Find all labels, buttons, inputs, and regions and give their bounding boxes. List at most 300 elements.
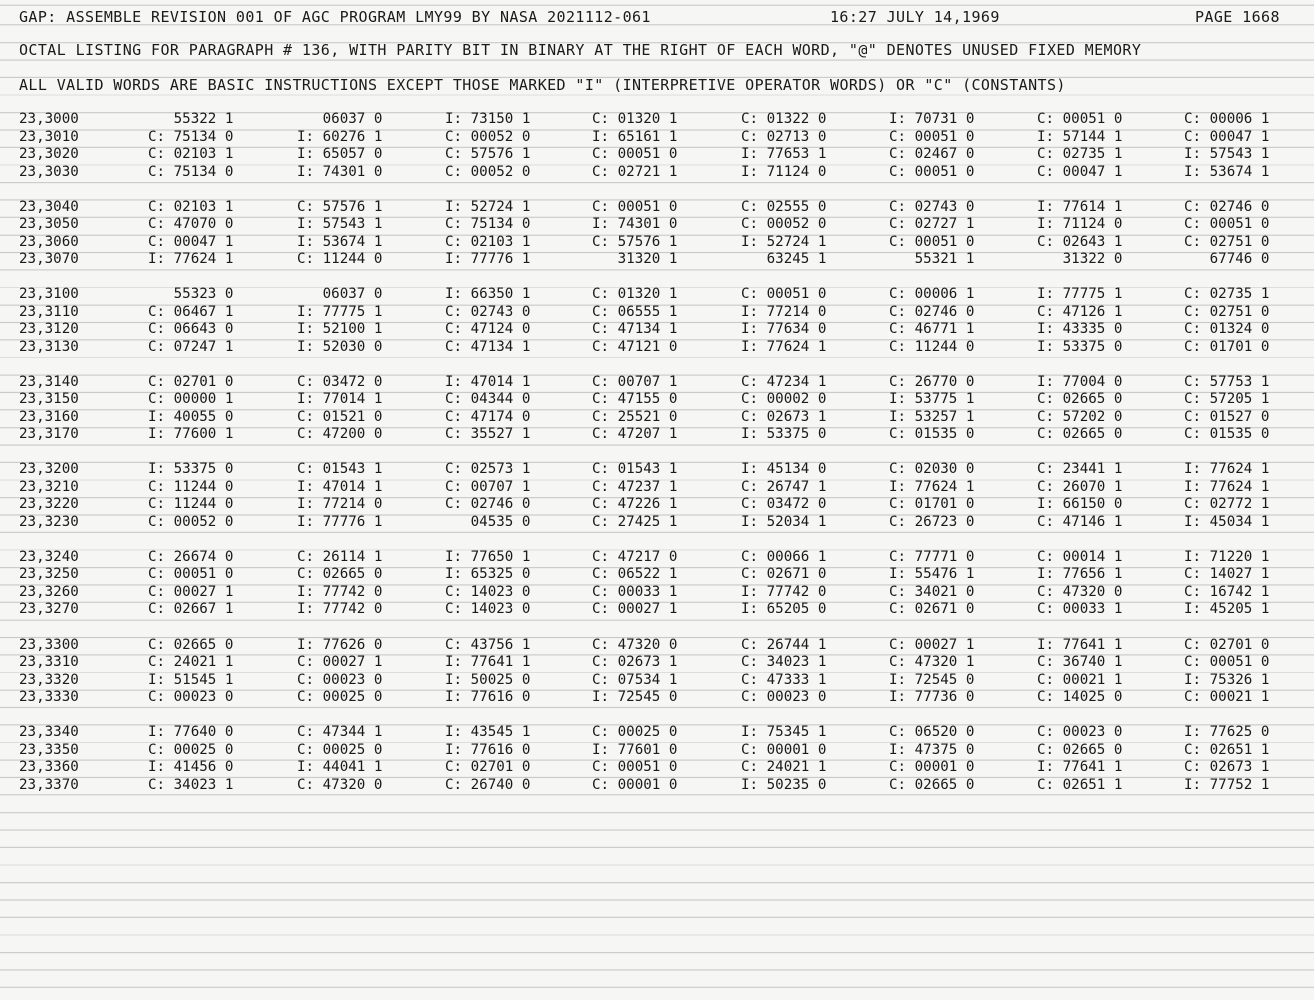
- octal-word: I: 77624 1: [1184, 461, 1270, 478]
- listing-row: [0, 584, 1314, 602]
- octal-word: C: 00033 1: [1037, 601, 1123, 618]
- octal-word: C: 00066 1: [741, 548, 827, 565]
- octal-word: I: 60276 1: [297, 128, 383, 145]
- octal-word: C: 02673 1: [592, 654, 678, 671]
- octal-word: C: 00047 1: [148, 233, 234, 250]
- octal-word: I: 72545 0: [592, 689, 678, 706]
- octal-word: C: 03472 0: [741, 496, 827, 513]
- address: 23,3350: [19, 741, 79, 758]
- listing-row: [0, 409, 1314, 427]
- octal-word: C: 06520 0: [889, 724, 975, 741]
- octal-word: I: 77641 1: [1037, 759, 1123, 776]
- octal-word: C: 26674 0: [148, 548, 234, 565]
- octal-word: C: 06522 1: [592, 566, 678, 583]
- octal-word: C: 24021 1: [148, 654, 234, 671]
- octal-word: I: 53674 1: [297, 233, 383, 250]
- octal-word: C: 02673 1: [1184, 759, 1270, 776]
- octal-word: C: 00052 0: [445, 128, 531, 145]
- octal-word: 55322 1: [148, 111, 234, 127]
- octal-word: I: 77214 0: [297, 496, 383, 513]
- octal-word: C: 02701 0: [445, 759, 531, 776]
- octal-word: I: 77634 0: [741, 321, 827, 338]
- octal-word: C: 02103 1: [148, 146, 234, 162]
- octal-word: C: 00051 0: [889, 128, 975, 145]
- octal-word: C: 02743 0: [889, 198, 975, 215]
- octal-word: C: 00707 1: [445, 478, 531, 495]
- octal-word: C: 47320 0: [592, 636, 678, 653]
- octal-word: C: 00025 0: [148, 741, 234, 758]
- octal-word: C: 01535 0: [889, 426, 975, 443]
- octal-word: I: 52030 0: [297, 338, 383, 355]
- octal-word: C: 57576 1: [592, 233, 678, 250]
- octal-word: C: 02671 0: [889, 601, 975, 618]
- octal-word: C: 16742 1: [1184, 583, 1270, 600]
- octal-word: I: 71124 0: [741, 163, 827, 180]
- listing-row: [0, 496, 1314, 514]
- listing-row: [0, 216, 1314, 234]
- octal-word: C: 02667 1: [148, 601, 234, 618]
- address: 23,3220: [19, 496, 79, 513]
- octal-word: C: 02643 1: [1037, 233, 1123, 250]
- octal-word: 31322 0: [1037, 251, 1123, 268]
- listing-row: [0, 391, 1314, 409]
- octal-word: C: 02735 1: [1037, 146, 1123, 162]
- octal-word: C: 47344 1: [297, 724, 383, 741]
- octal-word: C: 00006 1: [889, 286, 975, 303]
- listing-row: [0, 146, 1314, 164]
- octal-word: C: 11244 0: [148, 478, 234, 495]
- octal-word: C: 02721 1: [592, 163, 678, 180]
- octal-word: I: 77616 0: [445, 741, 531, 758]
- address: 23,3270: [19, 601, 79, 618]
- address: 23,3340: [19, 724, 79, 741]
- octal-word: C: 11244 0: [889, 338, 975, 355]
- octal-word: I: 77624 1: [741, 338, 827, 355]
- listing-row: [0, 672, 1314, 690]
- listing-block: [0, 286, 1314, 356]
- listing-row: [0, 111, 1314, 129]
- octal-word: C: 01543 1: [297, 461, 383, 478]
- octal-word: C: 02746 0: [889, 303, 975, 320]
- octal-word: I: 57543 1: [1184, 146, 1270, 162]
- address: 23,3300: [19, 636, 79, 653]
- octal-word: I: 55476 1: [889, 566, 975, 583]
- octal-word: C: 01701 0: [1184, 338, 1270, 355]
- address: 23,3320: [19, 671, 79, 688]
- octal-word: C: 47333 1: [741, 671, 827, 688]
- octal-word: C: 00052 0: [148, 513, 234, 530]
- octal-word: I: 77014 1: [297, 391, 383, 408]
- listing-row: [0, 304, 1314, 322]
- octal-word: C: 26744 1: [741, 636, 827, 653]
- octal-word: I: 52724 1: [445, 198, 531, 215]
- octal-word: C: 57576 1: [445, 146, 531, 162]
- octal-word: C: 47174 0: [445, 408, 531, 425]
- octal-word: C: 02727 1: [889, 216, 975, 233]
- octal-word: 04535 0: [445, 513, 531, 530]
- octal-word: C: 00027 1: [297, 654, 383, 671]
- octal-word: I: 77650 1: [445, 548, 531, 565]
- listing-row: [0, 129, 1314, 147]
- octal-word: C: 02665 0: [1037, 426, 1123, 443]
- octal-word: C: 14027 1: [1184, 566, 1270, 583]
- listing-row: [0, 461, 1314, 479]
- octal-word: I: 77624 1: [148, 251, 234, 268]
- listing-block: [0, 637, 1314, 707]
- octal-word: I: 71220 1: [1184, 548, 1270, 565]
- octal-word: C: 00025 0: [297, 741, 383, 758]
- address: 23,3020: [19, 146, 79, 162]
- octal-word: C: 02673 1: [741, 408, 827, 425]
- octal-word: C: 04344 0: [445, 391, 531, 408]
- octal-word: C: 75134 0: [148, 128, 234, 145]
- octal-word: C: 00051 0: [1184, 654, 1270, 671]
- octal-word: C: 00002 0: [741, 391, 827, 408]
- octal-word: C: 01320 1: [592, 286, 678, 303]
- octal-word: C: 02772 1: [1184, 496, 1270, 513]
- octal-word: C: 02701 0: [1184, 636, 1270, 653]
- header-line-1: [0, 4, 1314, 30]
- header-line-2: [0, 37, 1314, 63]
- octal-word: C: 00051 0: [148, 566, 234, 583]
- octal-word: C: 00707 1: [592, 373, 678, 390]
- octal-word: I: 77004 0: [1037, 373, 1123, 390]
- octal-word: C: 47121 0: [592, 338, 678, 355]
- octal-word: I: 77214 0: [741, 303, 827, 320]
- octal-word: C: 26114 1: [297, 548, 383, 565]
- octal-word: C: 34021 0: [889, 583, 975, 600]
- octal-word: C: 02573 1: [445, 461, 531, 478]
- octal-word: C: 77771 0: [889, 548, 975, 565]
- address: 23,3370: [19, 776, 79, 793]
- octal-word: I: 45134 0: [741, 461, 827, 478]
- octal-word: C: 00052 0: [741, 216, 827, 233]
- octal-word: C: 02671 0: [741, 566, 827, 583]
- listing-row: [0, 637, 1314, 655]
- octal-word: I: 52100 1: [297, 321, 383, 338]
- octal-word: C: 07534 1: [592, 671, 678, 688]
- listing-row: [0, 654, 1314, 672]
- octal-word: I: 74301 0: [297, 163, 383, 180]
- address: 23,3050: [19, 216, 79, 233]
- octal-word: I: 77626 0: [297, 636, 383, 653]
- octal-word: C: 03472 0: [297, 373, 383, 390]
- octal-word: I: 53375 0: [741, 426, 827, 443]
- octal-word: C: 47320 0: [1037, 583, 1123, 600]
- octal-word: C: 06555 1: [592, 303, 678, 320]
- octal-word: I: 65161 1: [592, 128, 678, 145]
- octal-word: C: 02665 0: [889, 776, 975, 793]
- octal-word: I: 77625 0: [1184, 724, 1270, 741]
- octal-word: C: 43756 1: [445, 636, 531, 653]
- octal-word: C: 00021 1: [1037, 671, 1123, 688]
- octal-word: I: 77776 1: [445, 251, 531, 268]
- octal-word: C: 02030 0: [889, 461, 975, 478]
- octal-word: C: 00047 1: [1037, 163, 1123, 180]
- octal-word: C: 47070 0: [148, 216, 234, 233]
- octal-word: C: 75134 0: [148, 163, 234, 180]
- octal-word: I: 77736 0: [889, 689, 975, 706]
- address: 23,3170: [19, 426, 79, 443]
- octal-word: C: 14023 0: [445, 601, 531, 618]
- octal-word: C: 47155 0: [592, 391, 678, 408]
- address: 23,3210: [19, 478, 79, 495]
- octal-word: C: 47126 1: [1037, 303, 1123, 320]
- listing-row: [0, 339, 1314, 357]
- octal-word: C: 00051 0: [741, 286, 827, 303]
- listing-row: [0, 742, 1314, 760]
- octal-word: I: 77653 1: [741, 146, 827, 162]
- octal-word: C: 11244 0: [148, 496, 234, 513]
- octal-word: I: 77614 1: [1037, 198, 1123, 215]
- octal-word: I: 57543 1: [297, 216, 383, 233]
- octal-word: C: 36740 1: [1037, 654, 1123, 671]
- listing-row: [0, 689, 1314, 707]
- address: 23,3060: [19, 233, 79, 250]
- octal-word: C: 02751 0: [1184, 303, 1270, 320]
- octal-word: I: 74301 0: [592, 216, 678, 233]
- listing-row: [0, 426, 1314, 444]
- octal-word: I: 52034 1: [741, 513, 827, 530]
- octal-word: C: 47234 1: [741, 373, 827, 390]
- octal-word: C: 00051 0: [889, 163, 975, 180]
- octal-word: C: 57753 1: [1184, 373, 1270, 390]
- address: 23,3140: [19, 373, 79, 390]
- octal-word: C: 02103 1: [445, 233, 531, 250]
- octal-word: I: 66350 1: [445, 286, 531, 303]
- address: 23,3030: [19, 163, 79, 180]
- octal-word: C: 01535 0: [1184, 426, 1270, 443]
- octal-word: C: 00021 1: [1184, 689, 1270, 706]
- octal-word: C: 25521 0: [592, 408, 678, 425]
- octal-word: I: 50235 0: [741, 776, 827, 793]
- octal-word: C: 35527 1: [445, 426, 531, 443]
- octal-word: C: 00001 0: [592, 776, 678, 793]
- octal-word: C: 00047 1: [1184, 128, 1270, 145]
- listing-block: [0, 199, 1314, 269]
- address: 23,3110: [19, 303, 79, 320]
- address: 23,3130: [19, 338, 79, 355]
- listing-block: [0, 374, 1314, 444]
- octal-word: I: 77640 0: [148, 724, 234, 741]
- octal-word: C: 06467 1: [148, 303, 234, 320]
- listing-row: [0, 164, 1314, 182]
- octal-word: I: 77641 1: [1037, 636, 1123, 653]
- octal-word: C: 00014 1: [1037, 548, 1123, 565]
- octal-word: I: 40055 0: [148, 408, 234, 425]
- octal-listing: [0, 111, 1314, 812]
- octal-word: C: 26070 1: [1037, 478, 1123, 495]
- octal-word: 31320 1: [592, 251, 678, 268]
- octal-word: C: 02555 0: [741, 198, 827, 215]
- address: 23,3150: [19, 391, 79, 408]
- octal-word: C: 00027 1: [889, 636, 975, 653]
- octal-word: C: 47207 1: [592, 426, 678, 443]
- octal-word: I: 77600 1: [148, 426, 234, 443]
- octal-word: C: 00023 0: [297, 671, 383, 688]
- octal-word: I: 77752 1: [1184, 776, 1270, 793]
- octal-word: I: 41456 0: [148, 759, 234, 776]
- address: 23,3330: [19, 689, 79, 706]
- listing-row: [0, 479, 1314, 497]
- octal-word: C: 00025 0: [297, 689, 383, 706]
- address: 23,3010: [19, 128, 79, 145]
- octal-word: C: 47134 1: [592, 321, 678, 338]
- octal-word: C: 01322 0: [741, 111, 827, 127]
- octal-word: I: 77601 0: [592, 741, 678, 758]
- octal-word: I: 57144 1: [1037, 128, 1123, 145]
- octal-word: C: 00025 0: [592, 724, 678, 741]
- octal-word: I: 65325 0: [445, 566, 531, 583]
- octal-word: C: 27425 1: [592, 513, 678, 530]
- listing-row: [0, 251, 1314, 269]
- listing-block: [0, 549, 1314, 619]
- octal-word: I: 65057 0: [297, 146, 383, 162]
- octal-word: I: 77742 0: [297, 601, 383, 618]
- octal-word: I: 47375 0: [889, 741, 975, 758]
- octal-word: I: 45034 1: [1184, 513, 1270, 530]
- octal-word: C: 46771 1: [889, 321, 975, 338]
- octal-word: I: 44041 1: [297, 759, 383, 776]
- octal-word: C: 26723 0: [889, 513, 975, 530]
- octal-word: C: 47226 1: [592, 496, 678, 513]
- octal-word: I: 77776 1: [297, 513, 383, 530]
- address: 23,3310: [19, 654, 79, 671]
- octal-word: I: 65205 0: [741, 601, 827, 618]
- octal-word: I: 77775 1: [297, 303, 383, 320]
- octal-word: I: 51545 1: [148, 671, 234, 688]
- octal-word: C: 02467 0: [889, 146, 975, 162]
- assembly-title: GAP: ASSEMBLE REVISION 001 OF AGC PROGRAM LMY99 BY NASA 2021112-061: [19, 8, 651, 26]
- octal-word: I: 70731 0: [889, 111, 975, 127]
- octal-word: I: 47014 1: [445, 373, 531, 390]
- octal-word: C: 02665 0: [1037, 391, 1123, 408]
- octal-word: C: 02665 0: [297, 566, 383, 583]
- octal-word: C: 14023 0: [445, 583, 531, 600]
- listing-row: [0, 759, 1314, 777]
- address: 23,3120: [19, 321, 79, 338]
- octal-word: 55323 0: [148, 286, 234, 303]
- octal-word: C: 00006 1: [1184, 111, 1270, 127]
- octal-word: C: 02713 0: [741, 128, 827, 145]
- octal-word: C: 47237 1: [592, 478, 678, 495]
- octal-word: C: 01543 1: [592, 461, 678, 478]
- octal-word: C: 00027 1: [148, 583, 234, 600]
- octal-word: C: 02651 1: [1184, 741, 1270, 758]
- octal-word: C: 26770 0: [889, 373, 975, 390]
- octal-word: C: 47124 0: [445, 321, 531, 338]
- octal-word: C: 57205 1: [1184, 391, 1270, 408]
- listing-description: OCTAL LISTING FOR PARAGRAPH # 136, WITH PARITY BIT IN BINARY AT THE RIGHT OF EACH WORD, "@" DENOTES UNUSED FIXED MEMORY: [19, 41, 1142, 59]
- octal-word: I: 53257 1: [889, 408, 975, 425]
- octal-word: 55321 1: [889, 251, 975, 268]
- octal-word: I: 45205 1: [1184, 601, 1270, 618]
- octal-word: 06037 0: [297, 111, 383, 127]
- octal-word: I: 53775 1: [889, 391, 975, 408]
- octal-word: C: 24021 1: [741, 759, 827, 776]
- listing-block: [0, 724, 1314, 794]
- octal-word: I: 75326 1: [1184, 671, 1270, 688]
- listing-row: [0, 777, 1314, 795]
- octal-word: I: 77624 1: [889, 478, 975, 495]
- octal-word: I: 50025 0: [445, 671, 531, 688]
- octal-word: C: 00051 0: [592, 198, 678, 215]
- header-line-3: [0, 72, 1314, 98]
- octal-word: C: 11244 0: [297, 251, 383, 268]
- listing-row: [0, 286, 1314, 304]
- octal-word: C: 06643 0: [148, 321, 234, 338]
- listing-row: [0, 724, 1314, 742]
- octal-word: C: 47146 1: [1037, 513, 1123, 530]
- octal-word: I: 77742 0: [741, 583, 827, 600]
- octal-word: C: 00027 1: [592, 601, 678, 618]
- octal-word: I: 66150 0: [1037, 496, 1123, 513]
- octal-word: I: 72545 0: [889, 671, 975, 688]
- octal-word: I: 53375 0: [148, 461, 234, 478]
- octal-word: I: 77624 1: [1184, 478, 1270, 495]
- octal-word: C: 02103 1: [148, 198, 234, 215]
- octal-word: C: 00023 0: [1037, 724, 1123, 741]
- octal-word: C: 02665 0: [1037, 741, 1123, 758]
- listing-row: [0, 549, 1314, 567]
- octal-word: C: 00051 0: [889, 233, 975, 250]
- octal-word: C: 34023 1: [148, 776, 234, 793]
- listing-block: [0, 461, 1314, 531]
- listing-row: [0, 234, 1314, 252]
- octal-word: C: 00051 0: [1184, 216, 1270, 233]
- octal-word: C: 47320 1: [889, 654, 975, 671]
- octal-word: 06037 0: [297, 286, 383, 303]
- octal-word: C: 02701 0: [148, 373, 234, 390]
- page-number: PAGE 1668: [1195, 8, 1280, 26]
- octal-word: I: 71124 0: [1037, 216, 1123, 233]
- octal-word: C: 02751 0: [1184, 233, 1270, 250]
- listing-row: [0, 566, 1314, 584]
- octal-word: C: 47134 1: [445, 338, 531, 355]
- octal-word: C: 00023 0: [741, 689, 827, 706]
- octal-word: I: 77641 1: [445, 654, 531, 671]
- octal-word: 67746 0: [1184, 251, 1270, 268]
- octal-word: C: 01701 0: [889, 496, 975, 513]
- octal-word: C: 00023 0: [148, 689, 234, 706]
- listing-row: [0, 199, 1314, 217]
- address: 23,3160: [19, 408, 79, 425]
- octal-word: C: 07247 1: [148, 338, 234, 355]
- octal-word: C: 47200 0: [297, 426, 383, 443]
- address: 23,3260: [19, 583, 79, 600]
- octal-word: I: 73150 1: [445, 111, 531, 127]
- octal-word: C: 14025 0: [1037, 689, 1123, 706]
- octal-word: I: 77775 1: [1037, 286, 1123, 303]
- octal-word: C: 57202 0: [1037, 408, 1123, 425]
- octal-word: C: 00051 0: [592, 146, 678, 162]
- octal-word: I: 47014 1: [297, 478, 383, 495]
- octal-word: C: 26747 1: [741, 478, 827, 495]
- octal-word: I: 53375 0: [1037, 338, 1123, 355]
- octal-word: C: 02735 1: [1184, 286, 1270, 303]
- address: 23,3240: [19, 548, 79, 565]
- octal-word: C: 01521 0: [297, 408, 383, 425]
- octal-word: C: 02746 0: [1184, 198, 1270, 215]
- octal-word: C: 57576 1: [297, 198, 383, 215]
- octal-word: C: 00051 0: [592, 759, 678, 776]
- octal-word: I: 52724 1: [741, 233, 827, 250]
- octal-word: 63245 1: [741, 251, 827, 268]
- listing-block: [0, 111, 1314, 181]
- octal-word: C: 00052 0: [445, 163, 531, 180]
- octal-word: C: 02746 0: [445, 496, 531, 513]
- address: 23,3250: [19, 566, 79, 583]
